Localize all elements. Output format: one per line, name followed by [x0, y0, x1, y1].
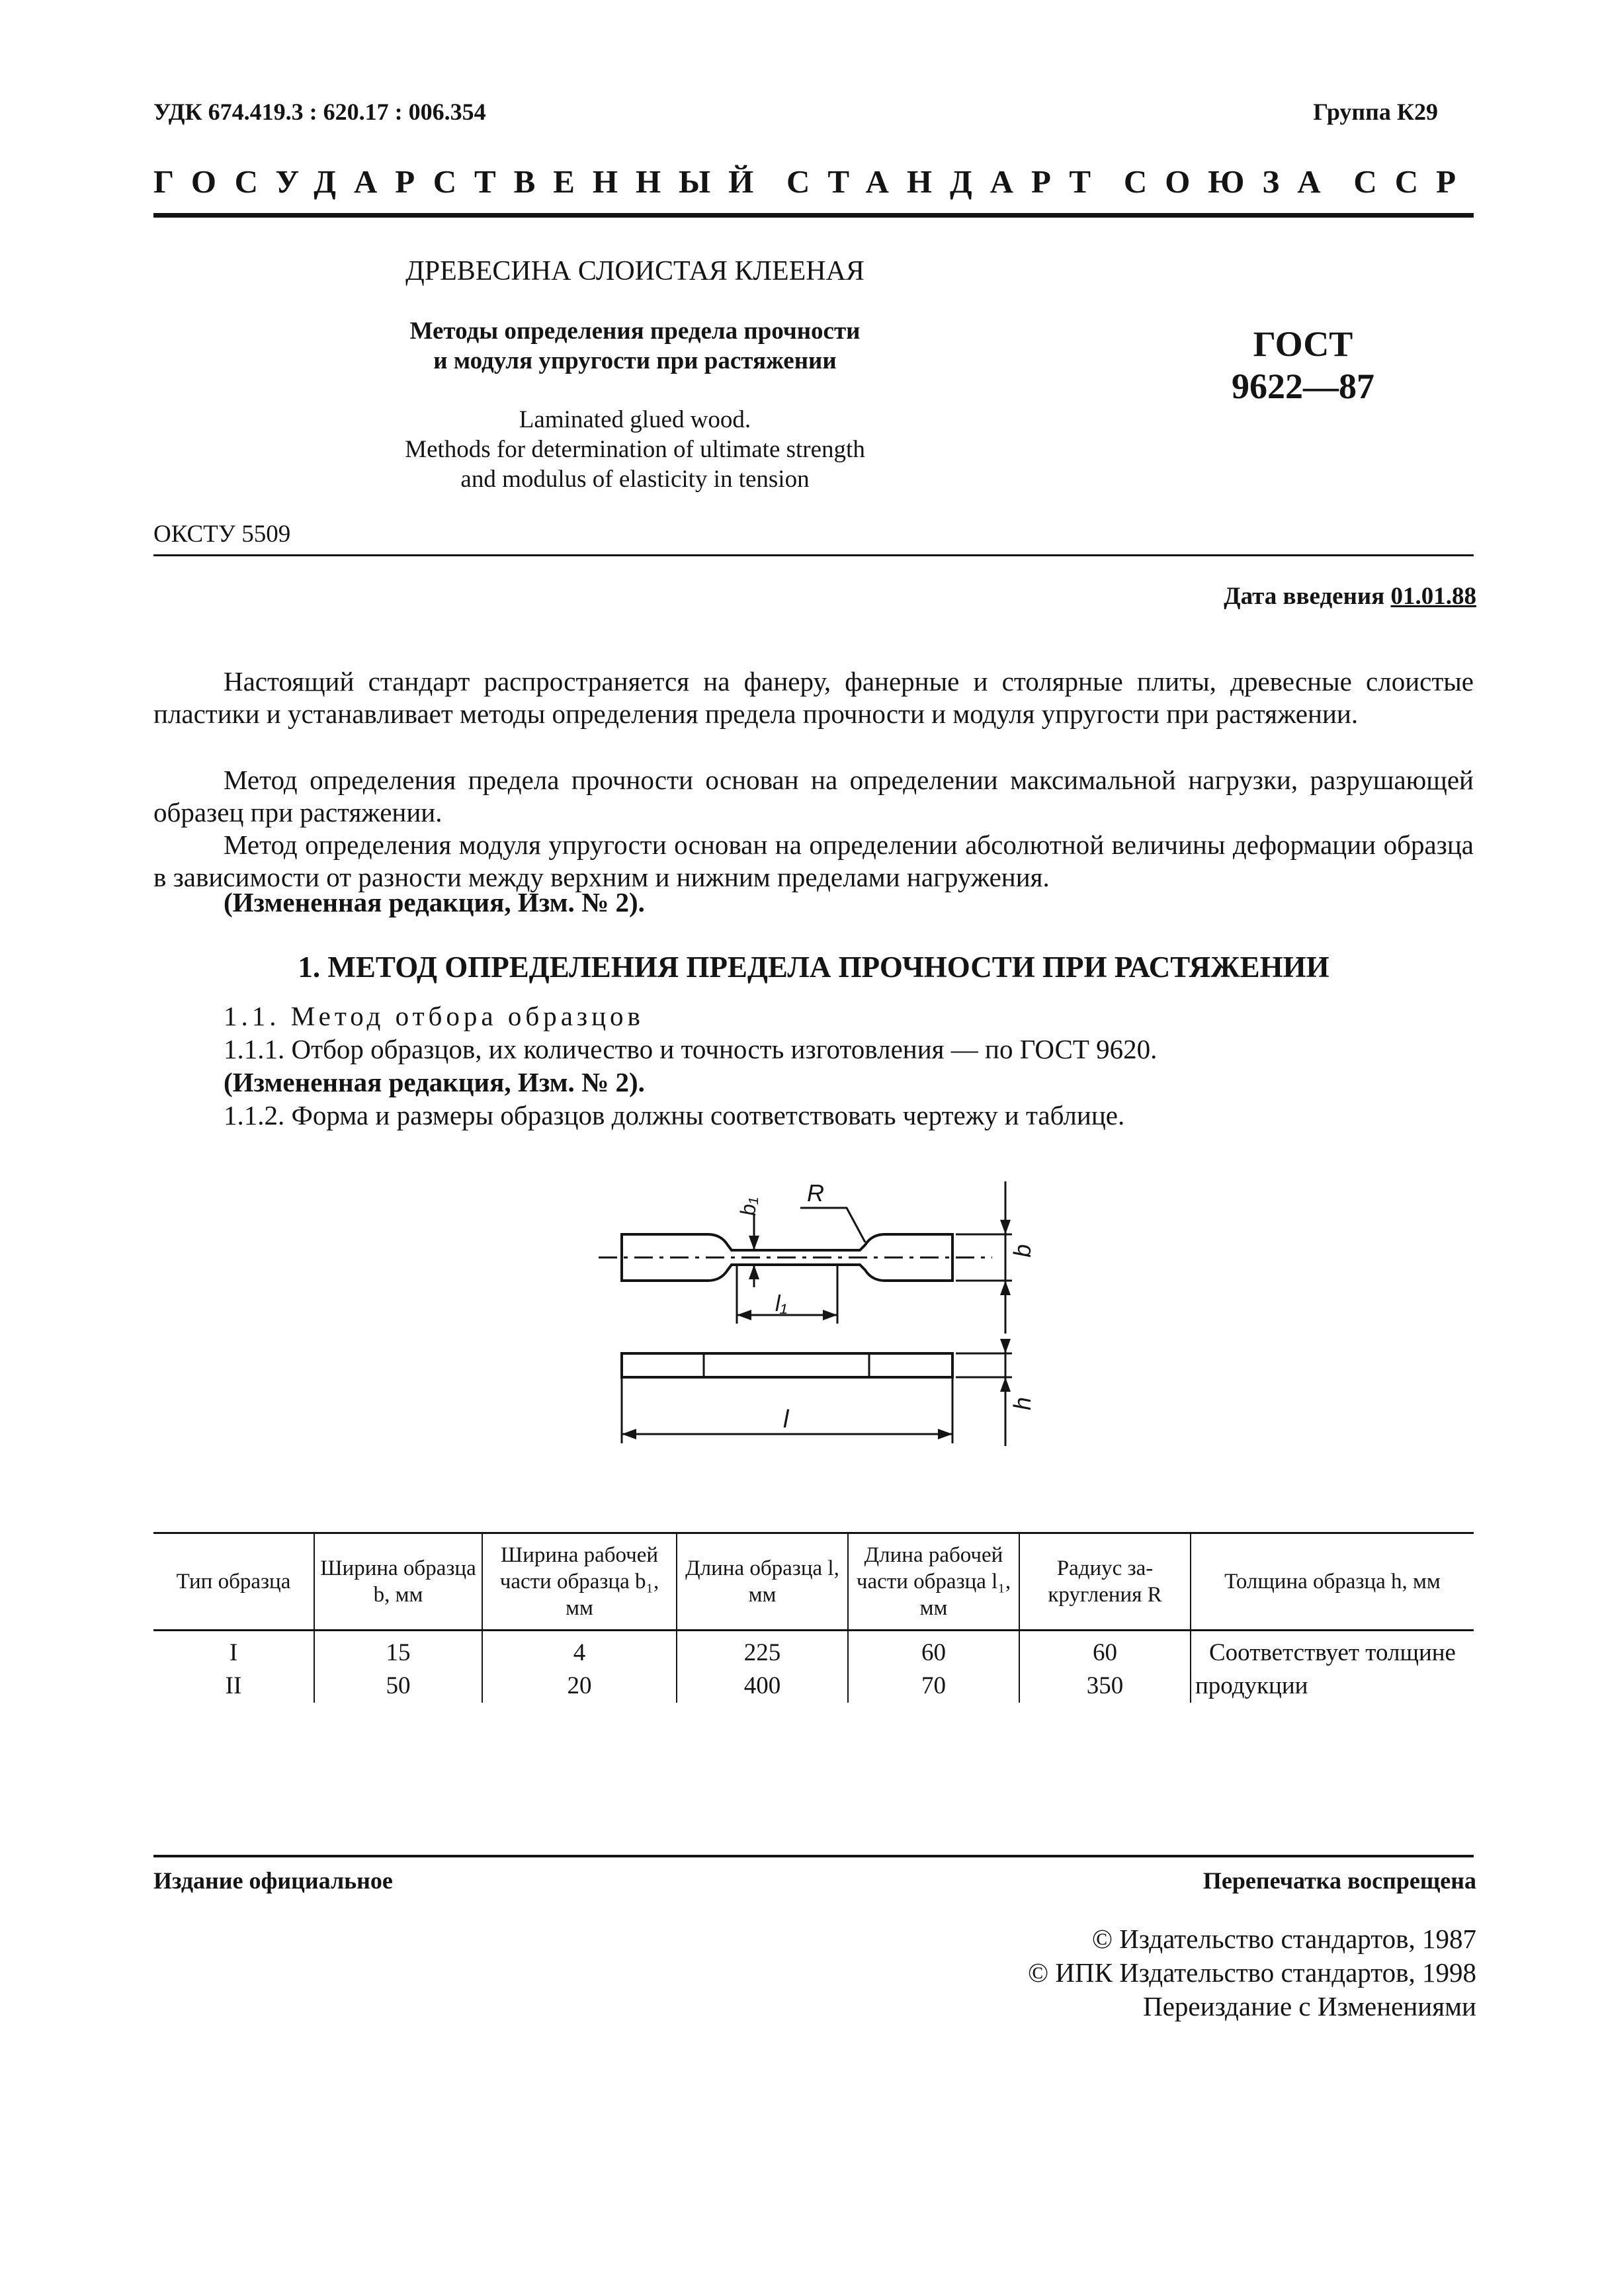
cell-work-width: 4: [482, 1631, 677, 1670]
section-1-heading: 1. МЕТОД ОПРЕДЕЛЕНИЯ ПРЕДЕЛА ПРОЧНОСТИ ПРИ РАСТЯЖЕНИИ: [298, 951, 1329, 984]
cell-work-length: 60: [848, 1631, 1019, 1670]
cell-work-width: 20: [482, 1670, 677, 1703]
cell-width: 15: [314, 1631, 482, 1670]
clause-1-1-1: 1.1.1. Отбор образцов, их количество и точность изготовления — по ГОСТ 9620.: [224, 1034, 1158, 1064]
english-title-line-1: Laminated glued wood.: [519, 406, 751, 433]
subtitle-line-1: Методы определения предела прочности: [409, 318, 861, 345]
introduction-date: [1224, 582, 1476, 611]
banner-word-1: ГОСУДАРСТВЕННЫЙ: [153, 163, 772, 200]
amendment-note-1: (Измененная редакция, Изм. № 2).: [224, 887, 645, 917]
label-l1: l₁: [775, 1291, 788, 1316]
okstu-code: ОКСТУ 5509: [153, 521, 291, 548]
intro-date-label: Дата введения: [1224, 583, 1385, 610]
table-row: [153, 1670, 1474, 1703]
subtitle-line-2: и модуля упругости при растяжении: [433, 347, 837, 374]
cell-type: I: [229, 1639, 238, 1666]
gost-number: [1204, 323, 1402, 407]
table-row: [153, 1631, 1474, 1670]
label-b: b: [1009, 1244, 1036, 1257]
header-rule: [153, 213, 1474, 218]
cell-type: II: [225, 1672, 242, 1699]
reprint-prohibited-note: Перепечатка воспрещена: [1202, 1867, 1476, 1894]
footer-rule: [153, 1855, 1474, 1857]
banner-word-4: ССР: [1353, 163, 1474, 200]
cell-length: 400: [677, 1670, 848, 1703]
amendment-note-2: (Измененная редакция, Изм. № 2).: [224, 1067, 645, 1097]
udk-code: УДК 674.419.3 : 620.17 : 006.354: [153, 99, 486, 125]
intro-paragraph-1: Настоящий стандарт распространяется на фанеру, фанерные и столярные плиты, древесные слоистые пластики и устанавливает методы определения предела прочности и модуля упругости при растяжении.: [153, 666, 1474, 729]
gost-code: 9622—87: [1232, 366, 1374, 406]
label-l: l: [783, 1406, 789, 1433]
english-title: [311, 405, 959, 494]
document-subtitle: [311, 316, 959, 376]
col-header-length: Длина образца l, мм: [677, 1533, 848, 1631]
group-code: Группа К29: [1313, 99, 1438, 125]
specimen-drawing: [582, 1181, 1045, 1459]
specimen-dimensions-table: [153, 1532, 1474, 1703]
copyright-line-1: © Издательство стандартов, 1987: [1091, 1924, 1476, 1954]
banner-word-3: СОЮЗА: [1123, 163, 1339, 200]
official-edition-note: Издание официальное: [153, 1867, 393, 1894]
intro-paragraph-3: Метод определения модуля упругости основан на определении абсолютной величины деформации образца в зависимости от разности между верхним и нижним пределами нагружения.: [153, 829, 1474, 892]
cell-radius: 60: [1019, 1631, 1191, 1670]
english-title-line-3: and modulus of elasticity in tension: [460, 466, 810, 493]
intro-date-value: 01.01.88: [1390, 583, 1476, 610]
label-R: R: [807, 1181, 824, 1207]
copyright-line-2: © ИПК Издательство стандартов, 1998: [1027, 1957, 1476, 1988]
cell-length: 225: [677, 1631, 848, 1670]
col-header-work-length: Длина рабочей части образца l₁, мм: [848, 1533, 1019, 1631]
col-header-radius: Радиус закругления R: [1019, 1533, 1191, 1631]
cell-work-length: 70: [848, 1670, 1019, 1703]
intro-paragraph-2: Метод определения предела прочности основан на определении максимальной нагрузки, разрушающей образец при растяжении.: [153, 765, 1474, 828]
state-standard-banner: [153, 163, 1474, 200]
english-title-line-2: Methods for determination of ultimate strength: [405, 436, 865, 463]
cell-width: 50: [314, 1670, 482, 1703]
label-h: h: [1009, 1396, 1036, 1410]
clause-1-1: 1.1. Метод отбора образцов: [224, 1001, 644, 1031]
banner-word-2: СТАНДАРТ: [786, 163, 1109, 200]
gost-label: ГОСТ: [1253, 324, 1353, 364]
col-header-thickness: Толщина образца h, мм: [1191, 1533, 1474, 1631]
table-header-row: [153, 1533, 1474, 1631]
col-header-width: Ширина образца b, мм: [314, 1533, 482, 1631]
col-header-work-width: Ширина рабочей части образца b₁, мм: [482, 1533, 677, 1631]
cell-thickness: Соответствует толщине: [1191, 1631, 1474, 1670]
copyright-block: [1028, 1922, 1476, 2023]
label-b1: b₁: [736, 1197, 760, 1216]
reissue-note: Переиздание с Изменениями: [1143, 1991, 1476, 2021]
cell-thickness: продукции: [1191, 1670, 1474, 1703]
cell-radius: 350: [1019, 1670, 1191, 1703]
document-title: ДРЕВЕСИНА СЛОИСТАЯ КЛЕЕНАЯ: [405, 256, 864, 286]
clause-1-1-2: 1.1.2. Форма и размеры образцов должны соответствовать чертежу и таблице.: [224, 1100, 1125, 1130]
okstu-rule: [153, 554, 1474, 556]
col-header-type: Тип образца: [153, 1533, 314, 1631]
